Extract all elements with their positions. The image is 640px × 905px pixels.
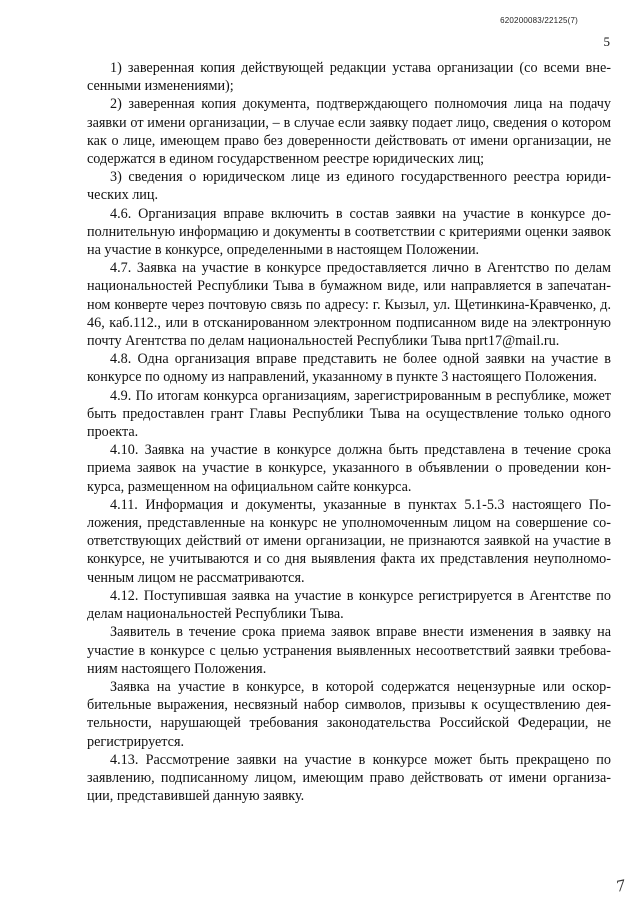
paragraph-4-10: 4.10. Заявка на участие в конкурсе должна быть представлена в течение срока приема заявок на участие в конкурсе, указанного в объявлении о проведении конкурса, размещенном на официальном сайте конкурса. [87, 442, 611, 495]
paragraph-4-9: 4.9. По итогам конкурса организациям, зарегистрированным в республике, может быть предоставлен грант Главы Республики Тыва на осуществление только одного проекта. [87, 387, 611, 441]
paragraph-item-2: 2) заверенная копия документа, подтверждающего полномочия лица на подачу заявки от имени организации, – в случае если заявку подает лицо, сведения о котором как о лице, имеющем право без доверенности действовать от имени организации, не содержатся в едином государственном реестре юридических лиц; [87, 96, 611, 168]
page-number: 5 [603, 34, 610, 49]
document-body [87, 59, 611, 805]
handwritten-page-mark: 7 [614, 876, 628, 896]
paragraph-4-8: 4.8. Одна организация вправе представить не более одной заявки на участие в конкурсе по одному из направлений, указанному в пункте 3 настоящего Положения. [87, 351, 611, 386]
paragraph-item-1: 1) заверенная копия действующей редакции устава организации (со всеми внесенными изменениями); [87, 60, 611, 95]
paragraph-4-7: 4.7. Заявка на участие в конкурсе предоставляется лично в Агентство по делам национальностей Республики Тыва в бумажном виде, или направляется в запечатанном конверте через почтовую связь по адресу: г. Кызыл, ул. Щетинкина-Кравченко, д. 46, каб.112., или в отсканированном электронном подписанном виде на электронную почту Агентства по делам национальностей Республики Тыва nprt17@mail.ru. [87, 260, 611, 350]
paragraph-not-registered: Заявка на участие в конкурсе, в которой содержатся нецензурные или оскорбительные выражения, несвязный набор символов, призывы к осуществлению деятельности, нарушающей требования законодательства Российской Федерации, не регистрируется. [87, 678, 611, 750]
document-code: 620200083/22125(7) [500, 16, 578, 25]
paragraph-4-12: 4.12. Поступившая заявка на участие в конкурсе регистрируется в Агентстве по делам национальностей Республики Тыва. [87, 587, 611, 623]
paragraph-4-13: 4.13. Рассмотрение заявки на участие в конкурсе может быть прекращено по заявлению, подписанному лицом, имеющим право действовать от имени организации, представившей данную заявку. [87, 751, 611, 805]
paragraph-item-3: 3) сведения о юридическом лице из единого государственного реестра юридических лиц. [87, 169, 611, 204]
paragraph-4-11: 4.11. Информация и документы, указанные в пунктах 5.1-5.3 настоящего Положения, представленные на конкурс не уполномоченным лицом на совершение соответствующих действий от имени организации, не признаются заявкой на участие в конкурсе, не учитываются и со дня выявления факта их представления неуполномоченным лицом не рассматриваются. [87, 496, 611, 586]
paragraph-4-6: 4.6. Организация вправе включить в состав заявки на участие в конкурсе дополнительную информацию и документы в соответствии с критериями оценки заявок на участие в конкурсе, определенными в настоящем Положении. [87, 205, 611, 259]
paragraph-applicant-changes: Заявитель в течение срока приема заявок вправе внести изменения в заявку на участие в конкурсе с целью устранения выявленных несоответствий заявки требованиям настоящего Положения. [87, 624, 611, 677]
